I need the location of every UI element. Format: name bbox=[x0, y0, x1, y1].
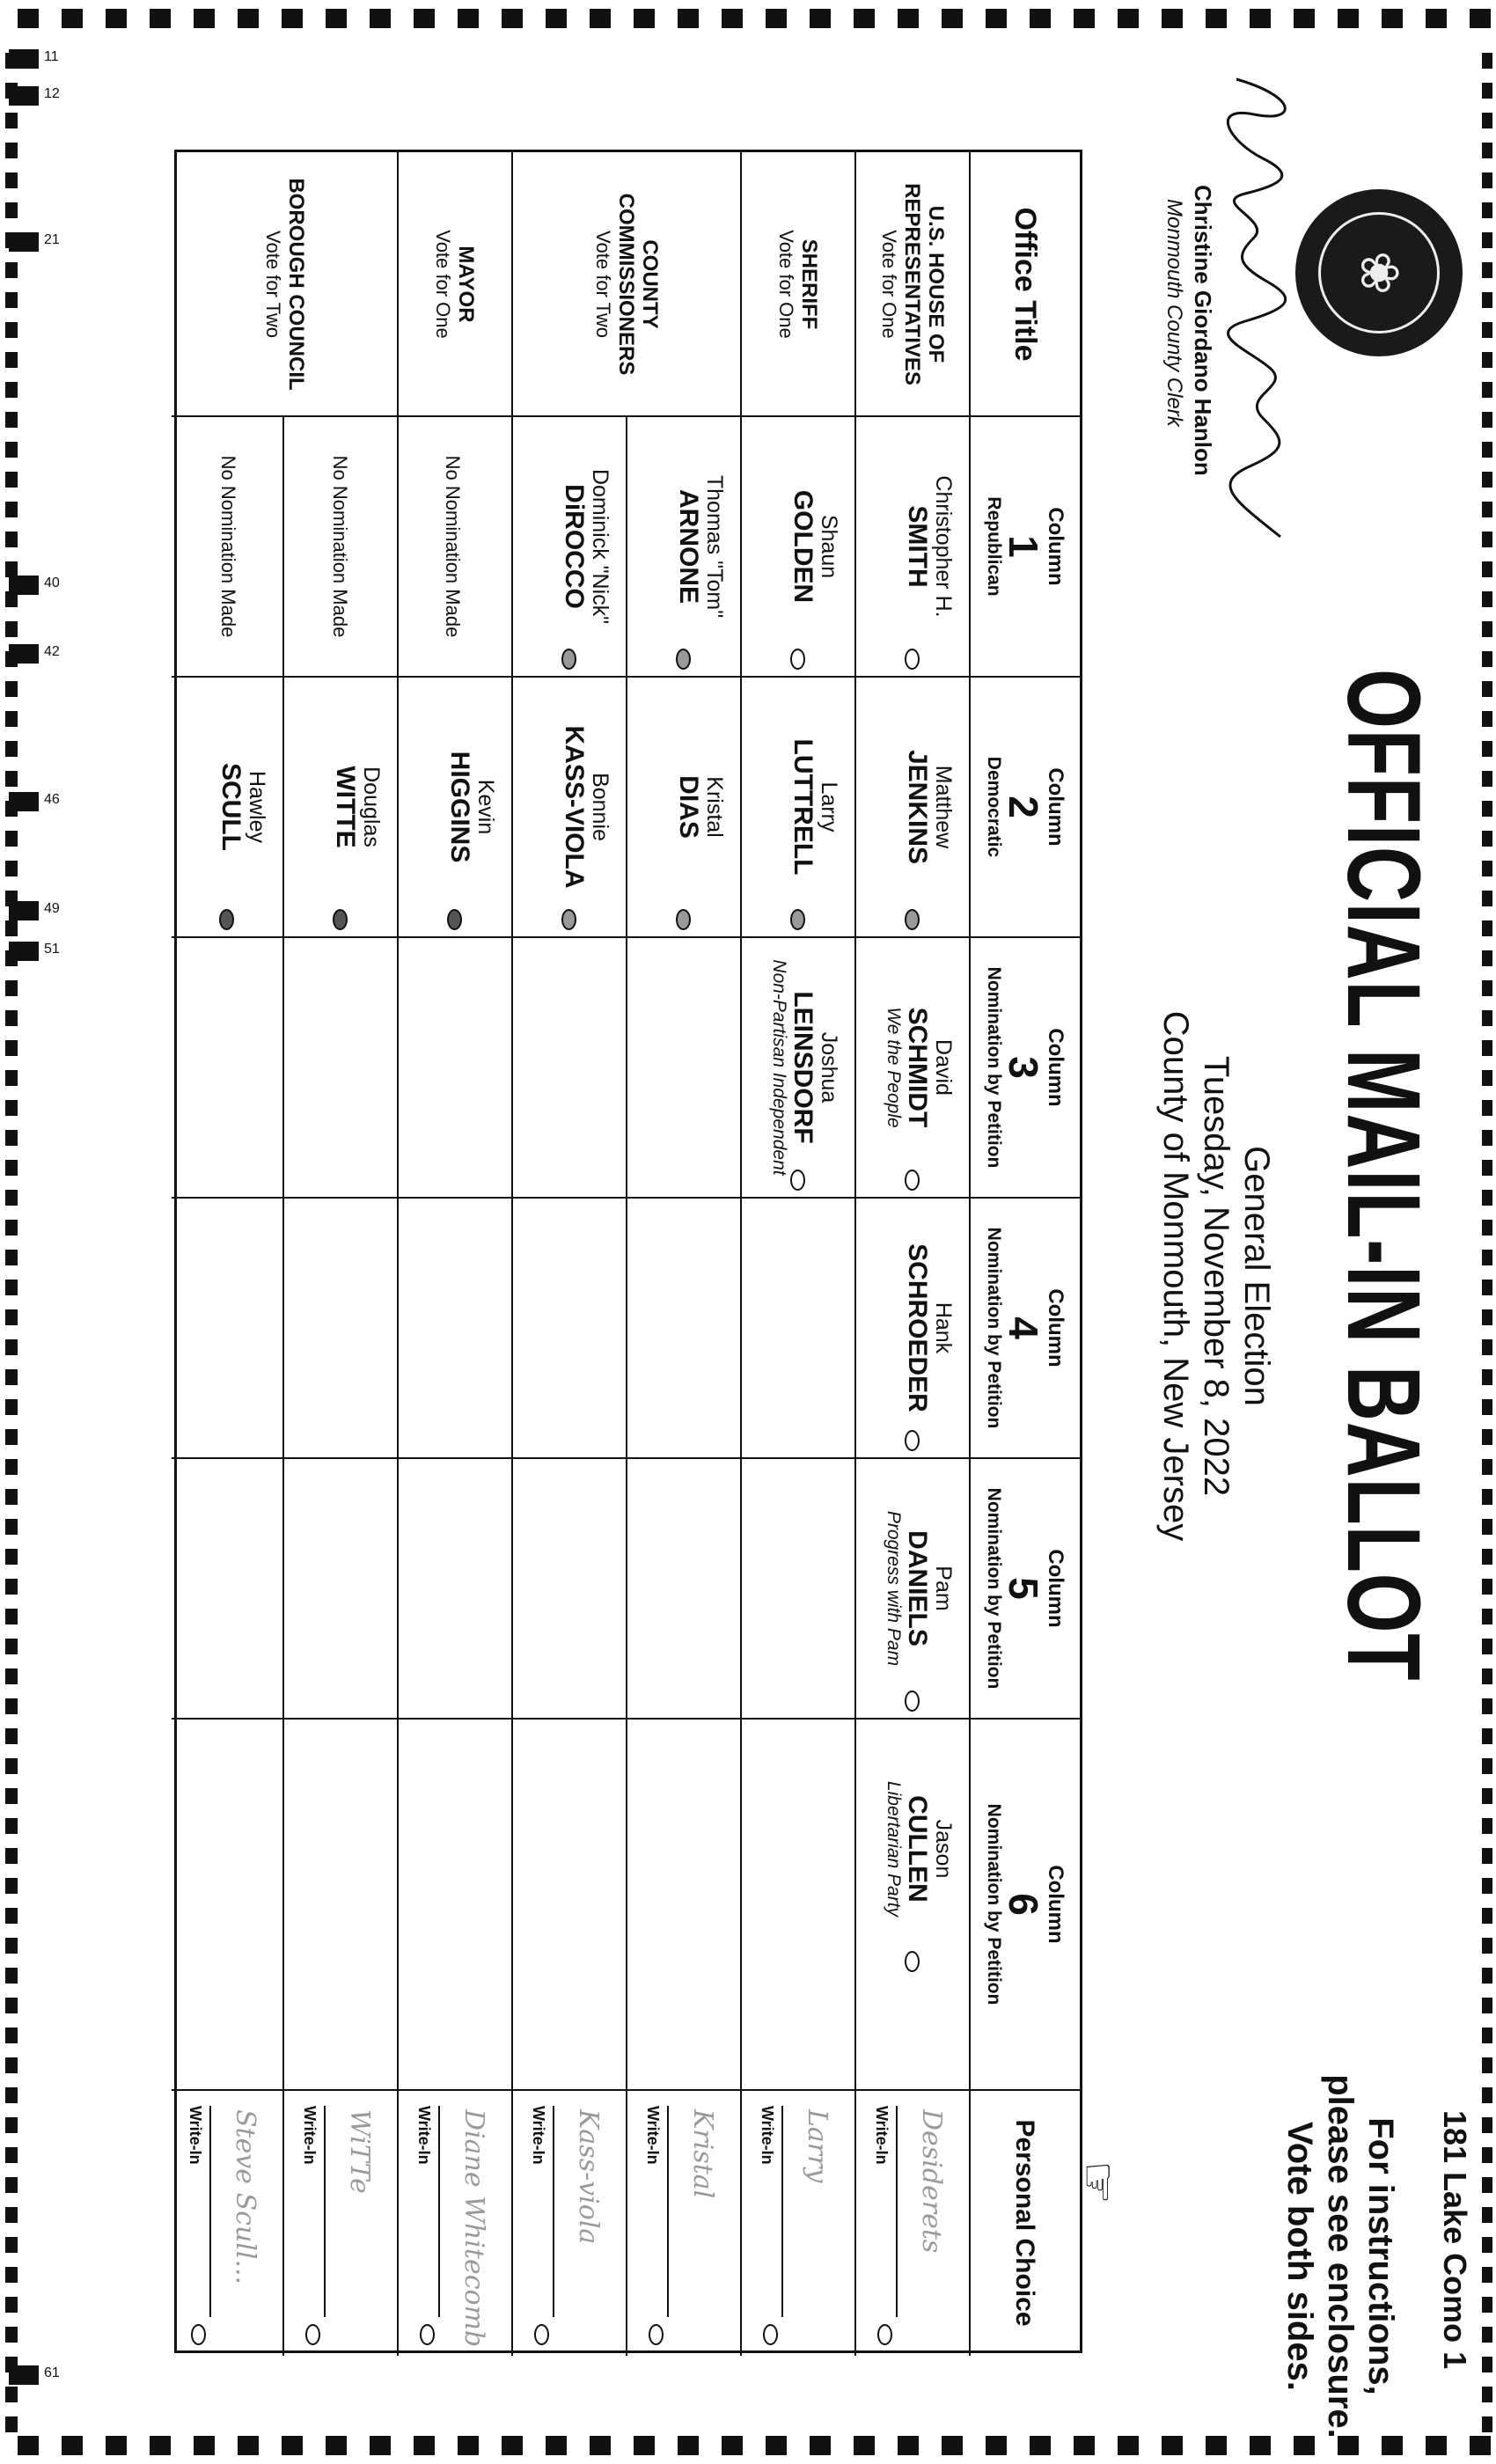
candidate-last-name: DANIELS bbox=[903, 1530, 932, 1646]
column-label: Column bbox=[1044, 1549, 1067, 1628]
row-number: 12 bbox=[44, 86, 60, 101]
candidate-cell bbox=[855, 677, 970, 937]
vote-oval[interactable] bbox=[905, 909, 920, 930]
write-in-oval[interactable] bbox=[649, 2324, 664, 2345]
candidate-first-name: David bbox=[931, 1039, 956, 1096]
no-nomination-label: No Nomination Made bbox=[329, 455, 351, 638]
candidate-first-name: Bonnie bbox=[588, 773, 612, 841]
candidate-first-name: Christopher H. bbox=[931, 475, 956, 618]
candidate-first-name: Hawley bbox=[245, 771, 269, 843]
column-label: Column bbox=[1044, 1865, 1067, 1944]
row-number: 42 bbox=[44, 644, 60, 659]
candidate-cell bbox=[627, 416, 741, 677]
column-number: 5 bbox=[1001, 1577, 1046, 1600]
write-in-slot[interactable] bbox=[398, 2090, 512, 2354]
candidate-slogan: Libertarian Party bbox=[884, 1780, 904, 1918]
ballot-title: OFFICIAL MAIL-IN BALLOT bbox=[1325, 669, 1441, 1682]
office-name: BOROUGH COUNCIL bbox=[284, 178, 308, 391]
write-in-line bbox=[438, 2106, 440, 2317]
candidate-cell bbox=[398, 677, 512, 937]
office-vote-for: Vote for One bbox=[775, 230, 798, 339]
column-label: Column bbox=[1044, 1288, 1067, 1368]
ballot-grid bbox=[174, 150, 1082, 2353]
candidate-first-name: Matthew bbox=[931, 765, 956, 849]
write-in-label: Write-In bbox=[187, 2106, 204, 2165]
write-in-oval[interactable] bbox=[763, 2324, 778, 2345]
vote-oval[interactable] bbox=[333, 909, 348, 930]
candidate-cell bbox=[855, 1719, 970, 1979]
vote-oval[interactable] bbox=[905, 1951, 920, 1972]
vote-oval[interactable] bbox=[561, 909, 576, 930]
candidate-cell bbox=[627, 677, 741, 937]
vote-oval[interactable] bbox=[905, 1170, 920, 1191]
column-number: 4 bbox=[1001, 1316, 1046, 1339]
write-in-slot[interactable] bbox=[283, 2090, 398, 2354]
election-name: General Election bbox=[1237, 1146, 1276, 1406]
candidate-cell bbox=[172, 677, 283, 937]
candidate-cell bbox=[512, 416, 627, 677]
office-vote-for: Vote for One bbox=[432, 230, 455, 339]
column-party: Nomination by Petition bbox=[984, 1487, 1004, 1690]
candidate-first-name: Douglas bbox=[359, 766, 384, 847]
candidate-first-name: Kevin bbox=[473, 779, 498, 835]
column-number: 3 bbox=[1001, 1056, 1046, 1079]
candidate-last-name: SCULL bbox=[216, 763, 246, 851]
row-number: 51 bbox=[44, 942, 60, 957]
office-vote-for: Vote for One bbox=[878, 230, 900, 339]
candidate-cell bbox=[855, 1198, 970, 1458]
write-in-line bbox=[896, 2106, 898, 2317]
candidate-first-name: Larry bbox=[817, 781, 841, 832]
candidate-cell bbox=[283, 677, 398, 937]
candidate-cell bbox=[855, 937, 970, 1198]
write-in-line bbox=[553, 2106, 554, 2317]
column-party: Republican bbox=[984, 496, 1004, 597]
election-county: County of Monmouth, New Jersey bbox=[1156, 1010, 1195, 1542]
row-number: 11 bbox=[44, 49, 59, 64]
candidate-last-name: DIAS bbox=[674, 775, 703, 839]
personal-choice-header: Personal Choice bbox=[1010, 2119, 1040, 2327]
write-in-label: Write-In bbox=[415, 2106, 433, 2165]
office-vote-for: Vote for Two bbox=[262, 231, 284, 338]
clerk-title: Monmouth County Clerk bbox=[1162, 199, 1186, 427]
vote-oval[interactable] bbox=[790, 909, 805, 930]
write-in-oval[interactable] bbox=[191, 2324, 206, 2345]
candidate-first-name: Thomas "Tom" bbox=[702, 474, 727, 619]
candidate-last-name: LEINSDORF bbox=[788, 991, 818, 1144]
column-label: Column bbox=[1044, 507, 1067, 586]
column-number: 1 bbox=[1001, 535, 1046, 558]
write-in-slot[interactable] bbox=[741, 2090, 855, 2354]
write-in-handwriting: WiTTe bbox=[344, 2109, 375, 2194]
write-in-line bbox=[209, 2106, 211, 2317]
precinct-label: 181 Lake Como 1 bbox=[1437, 2110, 1473, 2370]
candidate-cell bbox=[741, 677, 855, 937]
candidate-slogan: We the People bbox=[884, 1007, 904, 1128]
column-header-2 bbox=[970, 677, 1080, 937]
office-title bbox=[512, 152, 741, 416]
candidate-last-name: SMITH bbox=[903, 505, 932, 588]
candidate-last-name: JENKINS bbox=[903, 749, 932, 865]
column-header-6 bbox=[970, 1719, 1080, 2090]
candidate-first-name: Joshua bbox=[817, 1031, 841, 1104]
candidate-slogan: Non-Partisan Independent bbox=[769, 959, 789, 1176]
write-in-line bbox=[324, 2106, 326, 2317]
vote-oval[interactable] bbox=[790, 1170, 805, 1191]
write-in-handwriting: Diane Whitecomb bbox=[458, 2109, 489, 2348]
write-in-label: Write-In bbox=[644, 2106, 662, 2165]
office-vote-for: Vote for Two bbox=[592, 231, 614, 338]
candidate-slogan: Progress with Pam bbox=[884, 1510, 904, 1667]
column-header-3 bbox=[970, 937, 1080, 1198]
vote-oval[interactable] bbox=[676, 909, 691, 930]
candidate-first-name: Dominick "Nick" bbox=[588, 468, 612, 625]
no-nomination-label: No Nomination Made bbox=[442, 455, 464, 638]
row-number: 40 bbox=[44, 576, 60, 590]
no-nomination-label: No Nomination Made bbox=[217, 455, 239, 638]
column-party: Nomination by Petition bbox=[984, 1227, 1004, 1429]
write-in-oval[interactable] bbox=[305, 2324, 320, 2345]
office-title bbox=[398, 152, 512, 416]
candidate-last-name: ARNONE bbox=[674, 488, 703, 604]
column-party: Nomination by Petition bbox=[984, 1803, 1004, 2006]
write-in-slot[interactable] bbox=[855, 2090, 970, 2354]
office-title-header: Office Title bbox=[1008, 207, 1042, 362]
column-label: Column bbox=[1044, 1028, 1067, 1107]
vote-oval[interactable] bbox=[905, 1690, 920, 1712]
candidate-last-name: GOLDEN bbox=[788, 489, 818, 604]
candidate-first-name: Hank bbox=[931, 1302, 956, 1354]
row-number: 21 bbox=[44, 232, 60, 247]
candidate-cell bbox=[741, 416, 855, 677]
office-title bbox=[855, 152, 970, 416]
write-in-slot[interactable] bbox=[172, 2090, 283, 2354]
write-in-label: Write-In bbox=[530, 2106, 547, 2165]
candidate-cell bbox=[855, 416, 970, 677]
office-name: COUNTY COMMISSIONERS bbox=[614, 193, 662, 376]
candidate-last-name: WITTE bbox=[331, 766, 360, 848]
write-in-oval[interactable] bbox=[420, 2324, 435, 2345]
column-number: 2 bbox=[1001, 796, 1046, 818]
office-title bbox=[741, 152, 855, 416]
candidate-cell bbox=[741, 937, 855, 1198]
write-in-oval[interactable] bbox=[877, 2324, 892, 2345]
write-in-handwriting: Desiderets bbox=[916, 2109, 947, 2254]
column-party: Nomination by Petition bbox=[984, 966, 1004, 1169]
vote-oval[interactable] bbox=[676, 649, 691, 670]
write-in-label: Write-In bbox=[759, 2106, 776, 2165]
candidate-last-name: KASS-VIOLA bbox=[560, 725, 589, 889]
office-name: MAYOR bbox=[454, 246, 479, 323]
candidate-last-name: CULLEN bbox=[903, 1795, 932, 1903]
column-label: Column bbox=[1044, 767, 1067, 847]
write-in-slot[interactable] bbox=[512, 2090, 627, 2354]
candidate-cell bbox=[512, 677, 627, 937]
column-number: 6 bbox=[1001, 1893, 1046, 1916]
write-in-handwriting: Larry bbox=[802, 2109, 832, 2183]
grid-hline bbox=[397, 152, 399, 2356]
office-title bbox=[172, 152, 398, 416]
candidate-first-name: Pam bbox=[931, 1566, 956, 1611]
pointing-hand-icon: ☞ bbox=[1069, 2160, 1126, 2205]
candidate-last-name: DiROCCO bbox=[560, 484, 589, 609]
instructions: For instructions, please see enclosure. Vote both sides. bbox=[1280, 2074, 1400, 2438]
vote-oval[interactable] bbox=[905, 649, 920, 670]
write-in-slot[interactable] bbox=[627, 2090, 741, 2354]
column-party: Democratic bbox=[984, 756, 1004, 858]
row-number: 49 bbox=[44, 901, 60, 916]
vote-oval[interactable] bbox=[447, 909, 462, 930]
office-name: U.S. HOUSE OF REPRESENTATIVES bbox=[900, 183, 948, 385]
row-number: 61 bbox=[44, 2365, 60, 2380]
column-header-1 bbox=[970, 416, 1080, 677]
candidate-first-name: Shaun bbox=[817, 514, 841, 579]
write-in-line bbox=[781, 2106, 783, 2317]
candidate-cell bbox=[855, 1458, 970, 1719]
row-number: 46 bbox=[44, 792, 60, 807]
clerk-signature bbox=[1210, 70, 1307, 546]
vote-oval[interactable] bbox=[790, 649, 805, 670]
write-in-label: Write-In bbox=[301, 2106, 319, 2165]
candidate-first-name: Kristal bbox=[702, 776, 727, 838]
county-seal-icon: ❀ bbox=[1295, 189, 1463, 356]
write-in-label: Write-In bbox=[873, 2106, 891, 2165]
vote-oval[interactable] bbox=[905, 1430, 920, 1451]
column-header-4 bbox=[970, 1198, 1080, 1458]
office-name: SHERIFF bbox=[797, 238, 822, 330]
write-in-handwriting: Steve Scull... bbox=[230, 2109, 260, 2285]
column-header-5 bbox=[970, 1458, 1080, 1719]
write-in-oval[interactable] bbox=[534, 2324, 549, 2345]
vote-oval[interactable] bbox=[561, 649, 576, 670]
candidate-last-name: SCHROEDER bbox=[903, 1243, 932, 1412]
election-date: Tuesday, November 8, 2022 bbox=[1197, 1055, 1236, 1497]
write-in-handwriting: Kass-viola bbox=[573, 2109, 604, 2245]
write-in-handwriting: Kristal bbox=[687, 2109, 718, 2199]
candidate-last-name: SCHMIDT bbox=[903, 1007, 932, 1128]
candidate-last-name: LUTTRELL bbox=[788, 738, 818, 876]
write-in-line bbox=[667, 2106, 669, 2317]
clerk-name: Christine Giordano Hanlon bbox=[1190, 185, 1216, 476]
candidate-first-name: Jason bbox=[931, 1819, 956, 1879]
candidate-last-name: HIGGINS bbox=[445, 751, 474, 863]
